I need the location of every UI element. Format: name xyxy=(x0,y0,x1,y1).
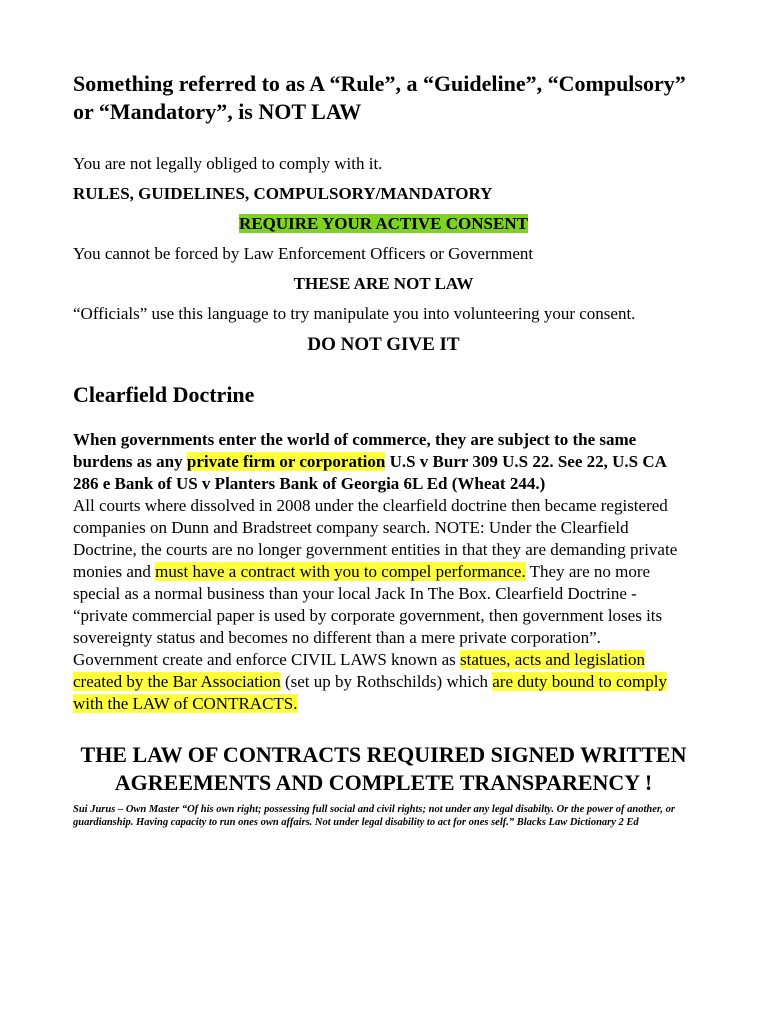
clearfield-courts-post: They are no more special as a normal business than your local Jack In The Box. Clearfield Doctrine - “private commercial paper is used by corporate government, then government loses its sovereignty status and becomes no different than a mere private corporation”. xyxy=(73,562,663,647)
intro-require-consent xyxy=(73,213,694,235)
clearfield-civil-mid: (set up by Rothschilds) which xyxy=(280,672,493,691)
yellow-highlight: are duty bound to comply with the LAW of CONTRACTS. xyxy=(73,672,667,713)
clearfield-burdens-post: U.S v Burr 309 U.S 22. See 22, U.S CA 286 e Bank of US v Planters Bank of Georgia 6L Ed (Wheat 244.) xyxy=(73,452,666,493)
intro-not-obliged: You are not legally obliged to comply with it. xyxy=(73,154,383,173)
sui-jurus-definition: Sui Jurus – Own Master “Of his own right; possessing full social and civil rights; not under any legal disabilty. Or the power of another, or guardianship. Having capacity to run ones own affairs. Not under legal disability to act for ones self.” Blacks Law Dictionary 2 Ed xyxy=(73,804,676,828)
intro-not-law: THESE ARE NOT LAW xyxy=(293,274,474,293)
clearfield-civil-pre: Government create and enforce CIVIL LAWS known as xyxy=(73,650,460,669)
clearfield-heading: Clearfield Doctrine xyxy=(73,382,255,407)
intro-rules-list: RULES, GUIDELINES, COMPULSORY/MANDATORY xyxy=(73,184,493,203)
intro-cannot-be-forced: You cannot be forced by Law Enforcement Officers or Government xyxy=(73,244,534,263)
yellow-highlight: must have a contract with you to compel performance. xyxy=(155,562,526,581)
green-highlight: REQUIRE YOUR ACTIVE CONSENT xyxy=(239,214,528,233)
clearfield-courts xyxy=(73,495,694,649)
contracts-heading: THE LAW OF CONTRACTS REQUIRED SIGNED WRITTEN AGREEMENTS AND COMPLETE TRANSPARENCY ! xyxy=(80,742,687,795)
intro-officials: “Officials” use this language to try manipulate you into volunteering your consent. xyxy=(73,304,636,323)
clearfield-burdens-pre: When governments enter the world of commerce, they are subject to the same burdens as any xyxy=(73,430,637,471)
yellow-highlight: private firm or corporation xyxy=(186,452,386,471)
page-title: Something referred to as A “Rule”, a “Guideline”, “Compulsory” or “Mandatory”, is NOT LAW xyxy=(73,71,686,124)
clearfield-burdens xyxy=(73,429,694,495)
yellow-highlight: statues, acts and legislation created by the Bar Association xyxy=(73,650,646,691)
clearfield-civil-laws xyxy=(73,649,694,715)
clearfield-courts-pre: All courts where dissolved in 2008 under the clearfield doctrine then became registered companies on Dunn and Bradstreet company search. NOTE: Under the Clearfield Doctrine, the courts are no longer government entities in that they are demanding private monies and xyxy=(73,496,678,581)
intro-do-not-give: DO NOT GIVE IT xyxy=(307,334,460,355)
